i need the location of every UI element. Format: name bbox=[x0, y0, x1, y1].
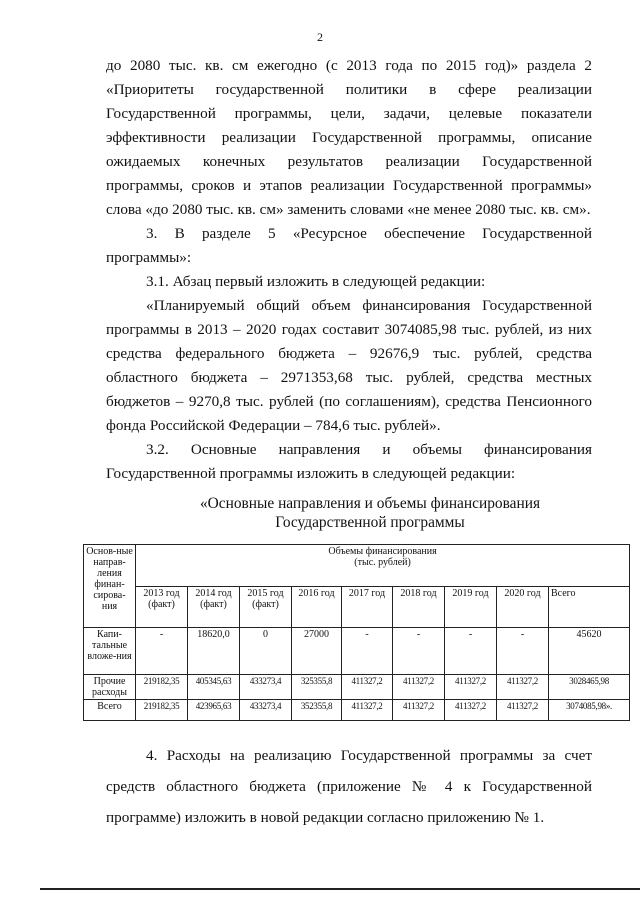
year-header: 2018 год bbox=[393, 586, 445, 628]
row-label: Прочие расходы bbox=[84, 675, 136, 700]
paragraph-1: до 2080 тыс. кв. см ежегодно (с 2013 года по 2015 год)» раздела 2 «Приоритеты государственной политики в сфере реализации Государственной программы, цели, задачи, целевые показатели эффективности реализации Государственной программы, описание ожидаемых конечных результатов реализации Государственной программы, сроков и этапов реализации Государственной программы» слова «до 2080 тыс. кв. см» заменить словами «не менее 2080 тыс. кв. см». bbox=[106, 57, 592, 218]
year-header: 2020 год bbox=[497, 586, 549, 628]
row-label: Всего bbox=[84, 700, 136, 721]
footer-rule bbox=[40, 888, 640, 890]
table-cell: - bbox=[497, 628, 549, 675]
table-caption-line-1: «Основные направления и объемы финансирования bbox=[199, 495, 541, 512]
text-block-top bbox=[106, 54, 592, 486]
year-header: 2015 год (факт) bbox=[240, 586, 292, 628]
table-cell: 411327,2 bbox=[393, 675, 445, 700]
paragraph-6: 4. Расходы на реализацию Государственной программы за счет средств областного бюджета (приложение № 4 к Государственной программе) изложить в новой редакции согласно приложению № 1. bbox=[106, 747, 592, 826]
year-header: 2014 год (факт) bbox=[188, 586, 240, 628]
table-header-row-2 bbox=[84, 586, 630, 628]
table-row bbox=[84, 700, 630, 721]
table-cell: 411327,2 bbox=[497, 700, 549, 721]
paragraph-5: 3.2. Основные направления и объемы финансирования Государственной программы изложить в следующей редакции: bbox=[106, 441, 592, 482]
table-cell: 411327,2 bbox=[342, 700, 393, 721]
table-cell: 411327,2 bbox=[342, 675, 393, 700]
table-row bbox=[84, 628, 630, 675]
table-cell: 411327,2 bbox=[393, 700, 445, 721]
text-block-bottom bbox=[106, 740, 592, 833]
table-row bbox=[84, 675, 630, 700]
first-column-header: Основ-ные направ-ления финан-сирова-ния bbox=[84, 545, 136, 628]
table-cell: 3074085,98». bbox=[549, 700, 630, 721]
table-cell: 411327,2 bbox=[445, 700, 497, 721]
total-header: Всего bbox=[549, 586, 630, 628]
table-cell: 411327,2 bbox=[445, 675, 497, 700]
table-cell: 0 bbox=[240, 628, 292, 675]
table-cell: 45620 bbox=[549, 628, 630, 675]
table-cell: 325355,8 bbox=[292, 675, 342, 700]
table-cell: 433273,4 bbox=[240, 675, 292, 700]
table-cell: 3028465,98 bbox=[549, 675, 630, 700]
row-label: Капи-тальные вложе-ния bbox=[84, 628, 136, 675]
year-header: 2013 год (факт) bbox=[136, 586, 188, 628]
group-header-line-1: Объемы финансирования bbox=[328, 546, 437, 557]
table-cell: 411327,2 bbox=[497, 675, 549, 700]
table-cell: 433273,4 bbox=[240, 700, 292, 721]
financing-table bbox=[83, 544, 630, 721]
year-header: 2019 год bbox=[445, 586, 497, 628]
year-header: 2016 год bbox=[292, 586, 342, 628]
table-cell: 405345,63 bbox=[188, 675, 240, 700]
group-header bbox=[136, 545, 630, 587]
table-cell: 18620,0 bbox=[188, 628, 240, 675]
table-cell: 219182,35 bbox=[136, 675, 188, 700]
paragraph-2: 3. В разделе 5 «Ресурсное обеспечение Государственной программы»: bbox=[106, 225, 592, 266]
table-caption-line-2: Государственной программы bbox=[275, 514, 465, 531]
paragraph-3: 3.1. Абзац первый изложить в следующей редакции: bbox=[146, 273, 486, 290]
paragraph-4: «Планируемый общий объем финансирования Государственной программы в 2013 – 2020 годах составит 3074085,98 тыс. рублей, из них средства федерального бюджета – 92676,9 тыс. рублей, средства областного бюджета – 2971353,68 тыс. рублей, средства местных бюджетов – 9270,8 тыс. рублей (по соглашениям), средства Пенсионного фонда Российской Федерации – 784,6 тыс. рублей». bbox=[106, 297, 592, 434]
year-header: 2017 год bbox=[342, 586, 393, 628]
table-header-row-1 bbox=[84, 545, 630, 587]
table-cell: - bbox=[136, 628, 188, 675]
table-cell: 219182,35 bbox=[136, 700, 188, 721]
table-cell: - bbox=[393, 628, 445, 675]
table-caption bbox=[150, 494, 590, 532]
group-header-line-2: (тыс. рублей) bbox=[354, 557, 411, 568]
table-cell: - bbox=[445, 628, 497, 675]
page-number: 2 bbox=[317, 30, 323, 44]
table-cell: 352355,8 bbox=[292, 700, 342, 721]
table-cell: 27000 bbox=[292, 628, 342, 675]
table-cell: - bbox=[342, 628, 393, 675]
table-cell: 423965,63 bbox=[188, 700, 240, 721]
